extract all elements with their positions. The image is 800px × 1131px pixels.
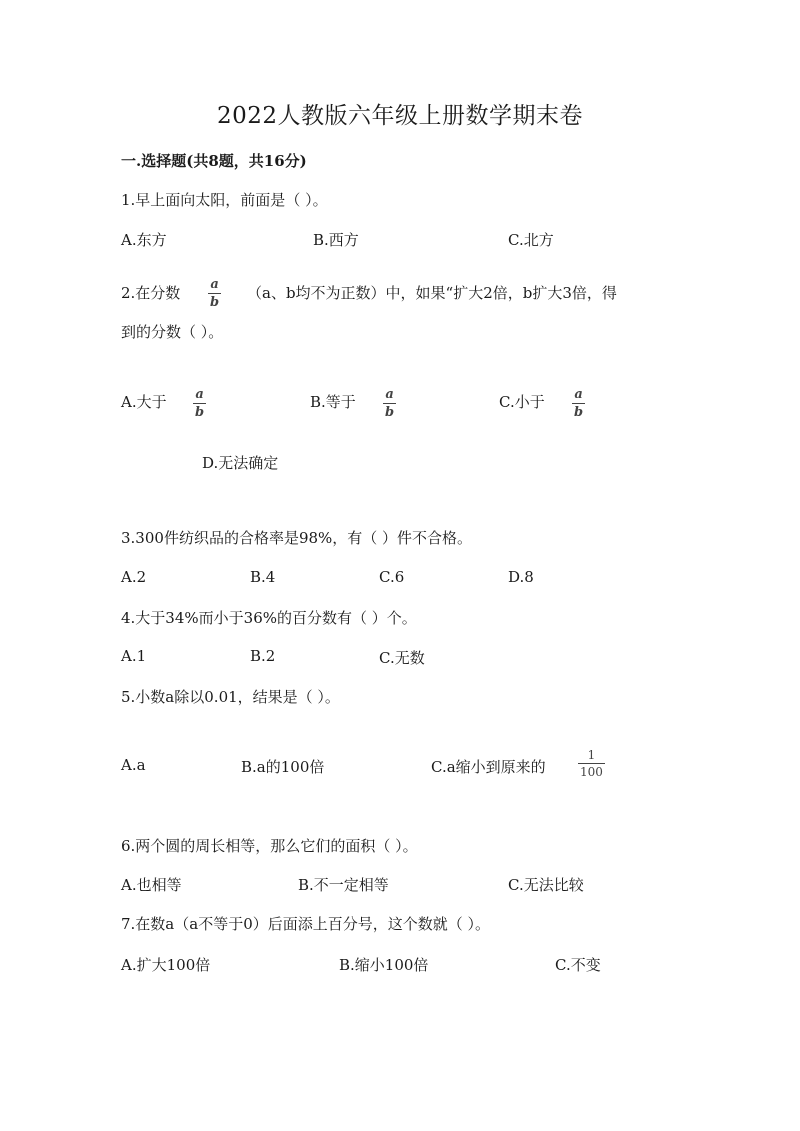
q4-option-b[interactable]: B.2 <box>250 647 276 665</box>
q2-option-d[interactable]: D.无法确定 <box>202 454 279 472</box>
q2-option-c[interactable]: C.小于 <box>499 393 545 411</box>
question-2-prefix: 2.在分数 <box>121 284 181 302</box>
q5-option-a[interactable]: A.a <box>121 756 146 774</box>
question-7: 7.在数a（a不等于0）后面添上百分号，这个数就（ ）。 <box>121 915 491 933</box>
question-3: 3.300件纺织品的合格率是98%，有（ ）件不合格。 <box>121 529 473 547</box>
q5-option-b[interactable]: B.a的100倍 <box>241 758 325 776</box>
fraction-denominator: b <box>385 405 395 420</box>
q7-option-b[interactable]: B.缩小100倍 <box>339 956 429 974</box>
q5-option-c-fraction <box>578 749 605 778</box>
q6-option-a[interactable]: A.也相等 <box>121 876 182 894</box>
q3-option-d[interactable]: D.8 <box>508 568 534 586</box>
q2-option-b[interactable]: B.等于 <box>310 393 356 411</box>
q5-option-c[interactable]: C.a缩小到原来的 <box>431 758 546 776</box>
q3-option-c[interactable]: C.6 <box>379 568 405 586</box>
q6-option-b[interactable]: B.不一定相等 <box>298 876 389 894</box>
fraction-denominator: b <box>210 295 220 310</box>
q1-option-a[interactable]: A.东方 <box>121 231 167 249</box>
fraction-denominator: 100 <box>580 765 603 779</box>
q1-option-b[interactable]: B.西方 <box>313 231 359 249</box>
question-2-line2: 到的分数（ ）。 <box>121 323 224 341</box>
q7-option-a[interactable]: A.扩大100倍 <box>121 956 211 974</box>
fraction-numerator: a <box>385 387 394 402</box>
fraction-denominator: b <box>195 405 205 420</box>
page-title: 2022人教版六年级上册数学期末卷 <box>216 103 584 129</box>
q4-option-a[interactable]: A.1 <box>121 647 147 665</box>
q1-option-c[interactable]: C.北方 <box>508 231 554 249</box>
section-heading: 一.选择题(共8题，共16分) <box>121 152 307 170</box>
q2-option-a-fraction <box>193 388 206 419</box>
q3-option-a[interactable]: A.2 <box>121 568 147 586</box>
question-2-fraction <box>208 278 221 309</box>
fraction-numerator: a <box>574 387 583 402</box>
q2-option-b-fraction <box>383 388 396 419</box>
q3-option-b[interactable]: B.4 <box>250 568 276 586</box>
question-4: 4.大于34%而小于36%的百分数有（ ）个。 <box>121 609 417 627</box>
question-6: 6.两个圆的周长相等，那么它们的面积（ ）。 <box>121 837 418 855</box>
q7-option-c[interactable]: C.不变 <box>555 956 601 974</box>
q4-option-c[interactable]: C.无数 <box>379 649 425 667</box>
question-5: 5.小数a除以0.01，结果是（ ）。 <box>121 688 340 706</box>
fraction-numerator: a <box>195 387 204 402</box>
fraction-numerator: 1 <box>587 748 596 762</box>
question-2-suffix: （a、b均不为正数）中，如果“扩大2倍，b扩大3倍，得 <box>247 284 617 302</box>
fraction-numerator: a <box>210 277 219 292</box>
fraction-denominator: b <box>574 405 584 420</box>
q2-option-c-fraction <box>572 388 585 419</box>
q2-option-a[interactable]: A.大于 <box>121 393 167 411</box>
question-1: 1.早上面向太阳，前面是（ ）。 <box>121 191 328 209</box>
q6-option-c[interactable]: C.无法比较 <box>508 876 584 894</box>
